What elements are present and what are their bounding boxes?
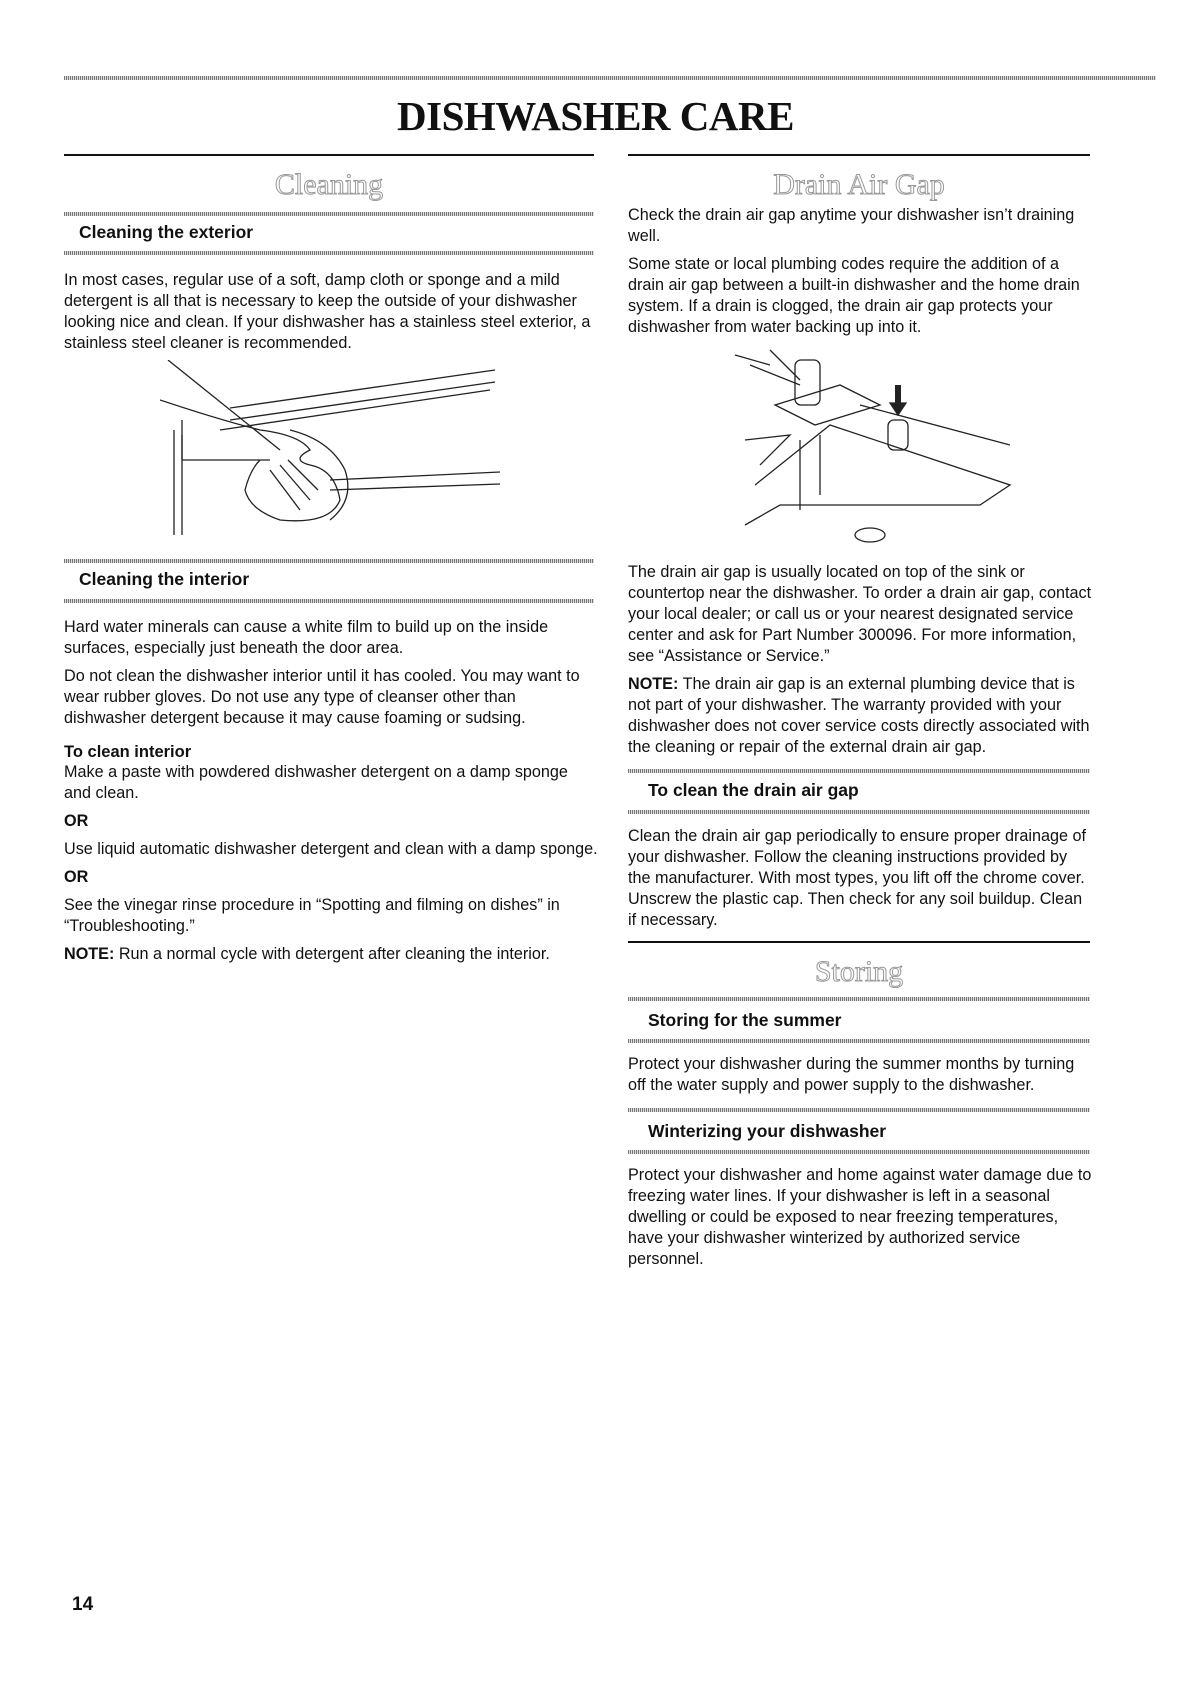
divider <box>628 1039 1090 1043</box>
subheading-clean-drain-air-gap: To clean the drain air gap <box>648 780 859 800</box>
subheading-exterior: Cleaning the exterior <box>79 222 254 242</box>
divider <box>64 599 594 603</box>
subheading-winterizing: Winterizing your dishwasher <box>648 1121 887 1141</box>
clean-step-2: Use liquid automatic dishwasher detergent and clean with a damp sponge. <box>64 840 598 858</box>
interior-text-2: Do not clean the dishwasher interior until it has cooled. You may want to wear rubber gloves. Do not use any type of cleanser other than dishwasher detergent because it may cause foaming or sudsing. <box>64 667 580 727</box>
drain-text-2: Some state or local plumbing codes require the addition of a drain air gap between a built-in dishwasher and the home drain system. If a drain is clogged, the drain air gap protects your dishwasher from water backing up into it. <box>628 255 1080 336</box>
divider <box>628 810 1090 814</box>
drain-text-3: The drain air gap is usually located on top of the sink or countertop near the dishwasher. To order a drain air gap, contact your local dealer; or call us or your nearest designated service center and ask for Part Number 300096. For more information, see “Assistance or Service.” <box>628 563 1092 665</box>
clean-step-3: See the vinegar rinse procedure in “Spotting and filming on dishes” in “Troubleshooting.” <box>64 896 560 935</box>
divider <box>628 1108 1090 1112</box>
divider <box>64 251 594 255</box>
interior-note <box>64 944 599 965</box>
drain-air-gap-illustration <box>730 345 1050 545</box>
interior-content <box>64 617 599 972</box>
or-label: OR <box>64 868 89 886</box>
top-divider <box>64 76 1156 80</box>
drain-details <box>628 562 1093 765</box>
or-label: OR <box>64 812 89 830</box>
section-heading-cleaning: Cleaning <box>274 168 384 201</box>
left-rule <box>64 154 594 156</box>
note-label: NOTE: <box>628 675 679 693</box>
subheading-summer: Storing for the summer <box>648 1010 842 1030</box>
note-text: The drain air gap is an external plumbing device that is not part of your dishwasher. The warranty provided with your dishwasher does not cover service costs directly associated with the cleaning or repair of the external drain air gap. <box>628 675 1090 756</box>
exterior-text: In most cases, regular use of a soft, damp cloth or sponge and a mild detergent is all that is necessary to keep the outside of your dishwasher looking nice and clean. If your dishwasher has a stainless steel exterior, a stainless steel cleaner is recommended. <box>64 271 591 352</box>
interior-text-1: Hard water minerals can cause a white film to build up on the inside surfaces, especially just beneath the door area. <box>64 618 549 657</box>
note-text: Run a normal cycle with detergent after cleaning the interior. <box>114 945 550 963</box>
page-title: DISHWASHER CARE <box>397 93 794 139</box>
drain-intro <box>628 205 1093 345</box>
subheading-interior: Cleaning the interior <box>79 569 250 589</box>
summer-text: Protect your dishwasher during the summer months by turning off the water supply and power supply to the dishwasher. <box>628 1055 1075 1094</box>
clean-drain-text: Clean the drain air gap periodically to ensure proper drainage of your dishwasher. Follow the cleaning instructions provided by the manufacturer. With most types, you lift off the chrome cover. Unscrew the plastic cap. Then check for any soil buildup. Clean if necessary. <box>628 827 1087 929</box>
divider <box>628 769 1090 773</box>
right-rule <box>628 154 1090 156</box>
storing-rule <box>628 941 1090 943</box>
cleaning-exterior-illustration <box>160 360 510 540</box>
divider <box>628 997 1090 1001</box>
drain-text-1: Check the drain air gap anytime your dishwasher isn’t draining well. <box>628 206 1075 245</box>
section-heading-drain-air-gap: Drain Air Gap <box>773 168 945 201</box>
divider <box>64 212 594 216</box>
drain-note <box>628 674 1093 758</box>
page-number: 14 <box>72 1594 94 1615</box>
section-heading-storing: Storing <box>814 955 904 988</box>
winter-text: Protect your dishwasher and home against water damage due to freezing water lines. If your dishwasher is left in a seasonal dwelling or could be exposed to near freezing temperatures, have your dishwasher winterized by authorized service personnel. <box>628 1166 1092 1268</box>
note-label: NOTE: <box>64 945 115 963</box>
divider <box>628 1150 1090 1154</box>
subheading-clean-interior: To clean interior <box>64 743 192 761</box>
clean-step-1: Make a paste with powdered dishwasher detergent on a damp sponge and clean. <box>64 763 568 802</box>
divider <box>64 559 594 563</box>
